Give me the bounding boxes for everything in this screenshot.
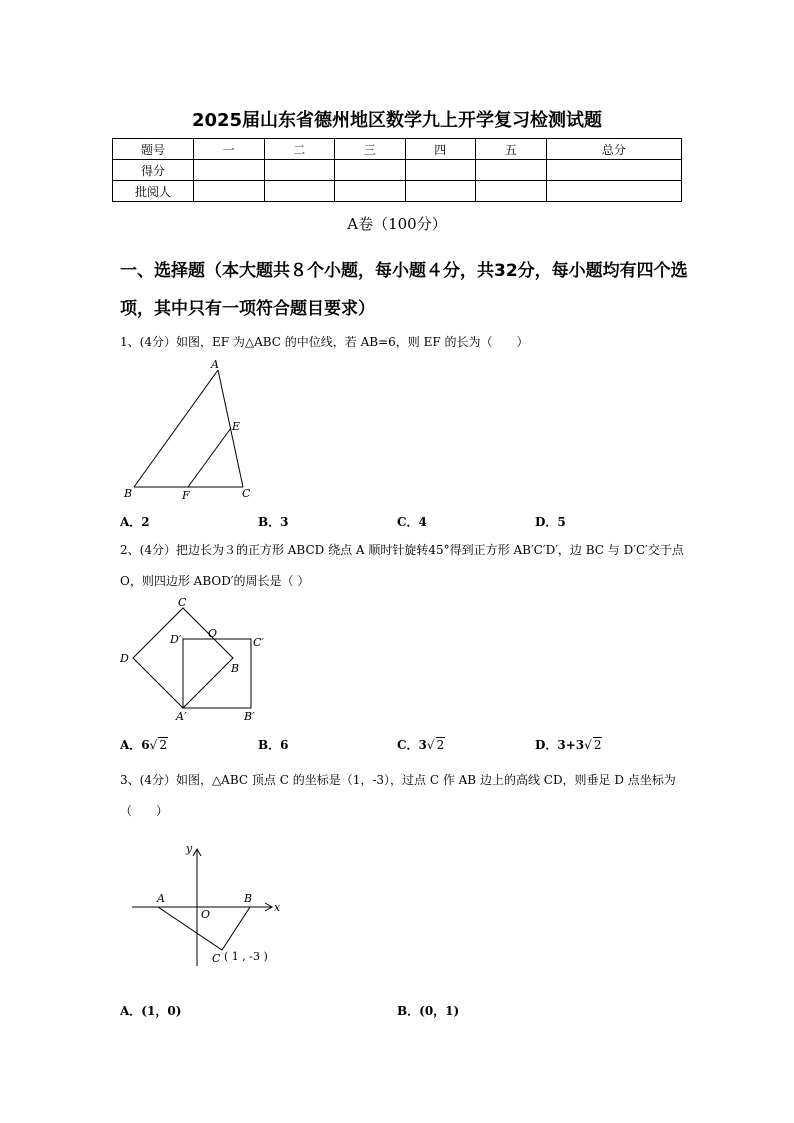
label-b: B: [244, 892, 253, 905]
label-c: C: [178, 596, 187, 609]
q3-option-b[interactable]: B．(0，1): [397, 1004, 460, 1018]
label-a: A: [157, 892, 165, 905]
radicand: 2: [593, 738, 602, 752]
label-b: B: [124, 487, 133, 500]
label-o: O: [201, 908, 211, 921]
label-a-prime: A′: [176, 710, 187, 723]
label-b: B: [231, 662, 240, 675]
table-cell: 批阅人: [113, 181, 194, 202]
q1-option-c[interactable]: C．4: [397, 515, 427, 529]
q1-option-a[interactable]: A．2: [120, 515, 150, 529]
table-cell: 题号: [113, 139, 194, 160]
label-b-prime: B′: [244, 710, 255, 723]
label-c-prime: C′: [253, 636, 264, 649]
question-1-text: 1、(4分）如图，EF 为△ABC 的中位线，若 AB=6，则 EF 的长为（ ）: [120, 335, 529, 349]
option-prefix: A．6: [120, 738, 150, 752]
section-a-heading: A卷（100分）: [347, 215, 447, 233]
label-x: x: [274, 901, 281, 914]
q3-option-a[interactable]: A．(1，0): [120, 1004, 182, 1018]
q2-option-b[interactable]: B．6: [258, 738, 289, 752]
table-cell: 一: [194, 139, 265, 160]
section-1-title: 一、选择题（本大题共８个小题，每小题４分，共32分，每小题均有四个选项，其中只有一项符合题目要求）: [120, 261, 688, 319]
option-prefix: D．3+3: [535, 738, 585, 752]
label-c: C: [212, 952, 221, 965]
label-d-prime: D′: [170, 633, 182, 646]
label-d: D: [120, 652, 129, 665]
label-o: O: [208, 627, 218, 640]
table-cell: 四: [405, 139, 476, 160]
sqrt-symbol: √ 2: [584, 738, 602, 752]
label-e: E: [232, 420, 241, 433]
label-c-coordinate: ( 1 , -3 ): [224, 950, 268, 963]
table-cell: 三: [335, 139, 406, 160]
sqrt-symbol: √ 2: [426, 738, 445, 752]
page-title: 2025届山东省德州地区数学九上开学复习检测试题: [191, 110, 603, 131]
label-f: F: [182, 489, 190, 502]
radicand: 2: [159, 738, 167, 752]
q1-option-b[interactable]: B．3: [258, 515, 289, 529]
table-cell: 总分: [546, 139, 682, 160]
table-cell: 得分: [113, 160, 194, 181]
question-2-text: 2、(4分）把边长为３的正方形 ABCD 绕点 A 顺时针旋转45°得到正方形 AB′C′D′，边 BC 与 D′C′交于点 O，则四边形 ABOD′的周长是（ ）: [120, 543, 684, 588]
table-cell: 五: [476, 139, 547, 160]
label-y: y: [186, 842, 193, 855]
label-c: C: [242, 487, 251, 500]
option-prefix: C．3: [397, 738, 427, 752]
table-cell: 二: [264, 139, 335, 160]
radicand: 2: [436, 738, 445, 752]
q1-option-d[interactable]: D．5: [535, 515, 566, 529]
label-a: A: [211, 358, 219, 371]
question-3-text: 3、(4分）如图，△ABC 顶点 C 的坐标是（1，-3），过点 C 作 AB 边上的高线 CD，则垂足 D 点坐标为（ ）: [120, 773, 676, 818]
sqrt-symbol: √ 2: [149, 738, 167, 752]
